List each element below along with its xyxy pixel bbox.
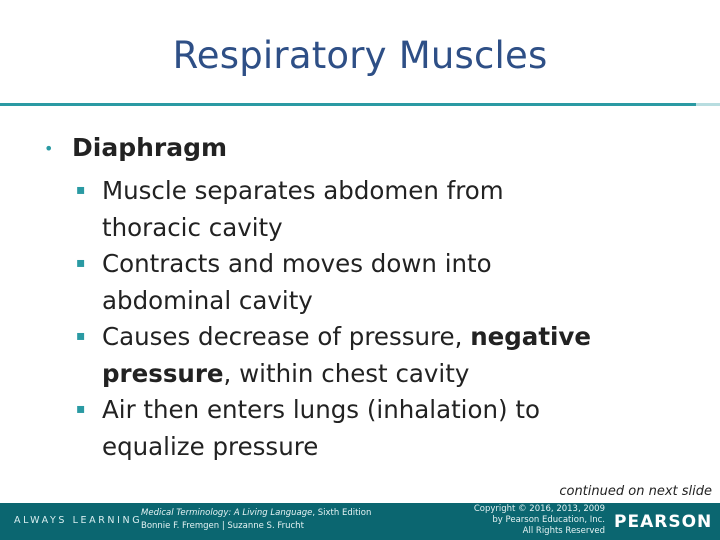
emphasized-text: negative [470, 322, 592, 351]
square-bullet-icon: ▪ [76, 328, 86, 344]
square-bullet-icon: ▪ [76, 255, 86, 271]
sub-bullet-item [76, 319, 696, 392]
bullet-dot-icon: • [44, 139, 54, 158]
always-learning-tagline: ALWAYS LEARNING [14, 515, 143, 526]
pearson-logo: PEARSON [614, 512, 713, 532]
sub-bullet-line [102, 319, 696, 356]
sub-bullet-text: Causes decrease of pressure, [102, 322, 471, 351]
sub-bullet-text: equalize pressure [102, 431, 319, 461]
sub-bullet-line [102, 429, 696, 466]
book-authors: Bonnie F. Fremgen | Suzanne S. Frucht [141, 521, 304, 531]
emphasized-text: pressure [102, 358, 224, 388]
copyright-line: All Rights Reserved [522, 526, 605, 536]
main-bullet-text: Diaphragm [72, 133, 228, 162]
sub-bullet-line [102, 283, 696, 320]
copyright-line: by Pearson Education, Inc. [492, 515, 605, 525]
continued-note: continued on next slide [559, 484, 712, 499]
sub-bullet-text: , within chest cavity [223, 358, 470, 388]
sub-bullet-text: Air then enters lungs (inhalation) to [102, 395, 540, 424]
sub-bullet-item [76, 246, 696, 319]
copyright-line: Copyright © 2016, 2013, 2009 [473, 504, 605, 514]
slide-title: Respiratory Muscles [172, 34, 548, 77]
sub-bullet-text: Contracts and moves down into [102, 249, 492, 278]
copyright-notice [434, 504, 605, 537]
footer-bar [0, 503, 720, 540]
book-edition: , Sixth Edition [312, 508, 372, 518]
sub-bullet-text: thoracic cavity [102, 212, 283, 242]
sub-bullet-item [76, 173, 696, 246]
square-bullet-icon: ▪ [76, 182, 86, 198]
sub-bullet-line [102, 173, 696, 210]
sub-bullet-text: abdominal cavity [102, 285, 313, 315]
sub-bullet-list [76, 173, 696, 465]
square-bullet-icon: ▪ [76, 401, 86, 417]
sub-bullet-line [102, 246, 696, 283]
sub-bullet-line [102, 392, 696, 429]
book-title: Medical Terminology: A Living Language [141, 508, 313, 518]
sub-bullet-item [76, 392, 696, 465]
title-divider [0, 103, 720, 106]
sub-bullet-line [102, 356, 696, 393]
sub-bullet-text: Muscle separates abdomen from [102, 176, 504, 205]
sub-bullet-line [102, 210, 696, 247]
book-citation [141, 507, 371, 533]
title-divider-end [696, 103, 720, 106]
